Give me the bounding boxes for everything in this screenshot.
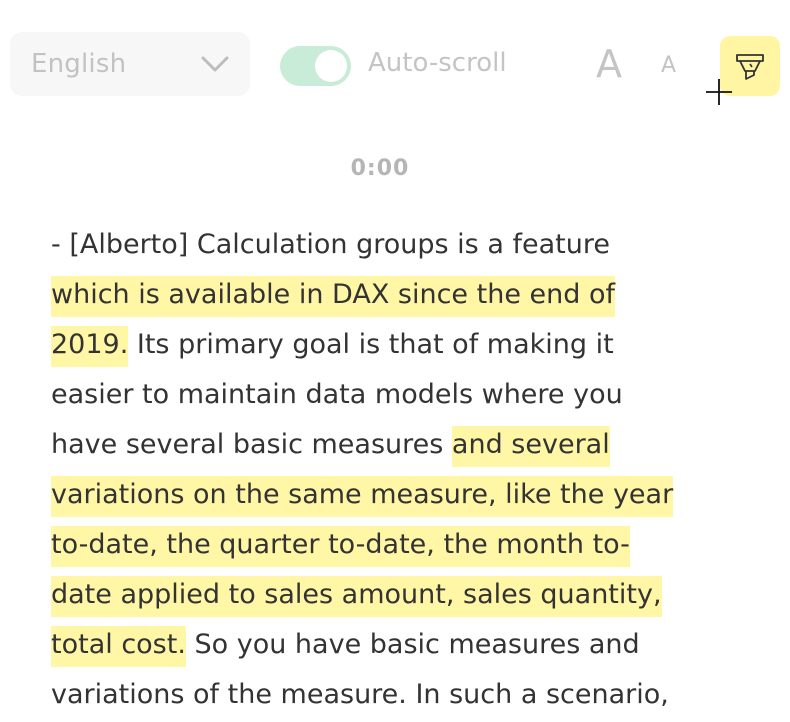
transcript-text[interactable]: Its primary goal is that of making it [128, 329, 614, 360]
decrease-font-button[interactable]: A [661, 53, 677, 78]
transcript-toolbar [0, 0, 790, 100]
transcript-line [51, 620, 731, 670]
highlighted-text[interactable]: date applied to sales amount, sales quantity, [51, 576, 662, 617]
transcript-line [51, 370, 731, 420]
highlighted-text[interactable]: 2019. [51, 326, 128, 367]
transcript-line [51, 270, 731, 320]
autoscroll-label: Auto-scroll [368, 48, 507, 78]
transcript-line [51, 570, 731, 620]
highlighted-text[interactable]: which is available in DAX since the end of [51, 276, 615, 317]
language-selected-label: English [31, 49, 127, 79]
autoscroll-toggle[interactable] [280, 46, 351, 86]
highlighted-text[interactable]: variations on the same measure, like the year [51, 476, 673, 517]
transcript-line [51, 320, 731, 370]
transcript-line [51, 670, 731, 720]
transcript-text[interactable]: So you have basic measures and [185, 629, 640, 660]
transcript-body [51, 220, 731, 720]
transcript-line [51, 220, 731, 270]
highlighted-text[interactable]: total cost. [51, 626, 186, 667]
increase-font-button[interactable]: A [596, 42, 622, 86]
transcript-text[interactable]: easier to maintain data models where you [51, 379, 623, 410]
transcript-text[interactable]: have several basic measures [51, 429, 452, 460]
transcript-line [51, 520, 731, 570]
transcript-line [51, 470, 731, 520]
highlighted-text[interactable]: to-date, the quarter to-date, the month to- [51, 526, 630, 567]
transcript-text[interactable]: - [Alberto] Calculation groups is a feature [51, 229, 610, 260]
toggle-knob [315, 50, 347, 82]
language-select[interactable] [10, 32, 250, 96]
highlighter-icon [735, 52, 765, 82]
highlighted-text[interactable]: and several [452, 426, 610, 467]
playback-timestamp: 0:00 [350, 156, 410, 181]
chevron-down-icon [200, 52, 230, 76]
crosshair-cursor-icon [705, 78, 733, 106]
transcript-line [51, 420, 731, 470]
transcript-text[interactable]: variations of the measure. In such a scenario, [51, 679, 669, 710]
